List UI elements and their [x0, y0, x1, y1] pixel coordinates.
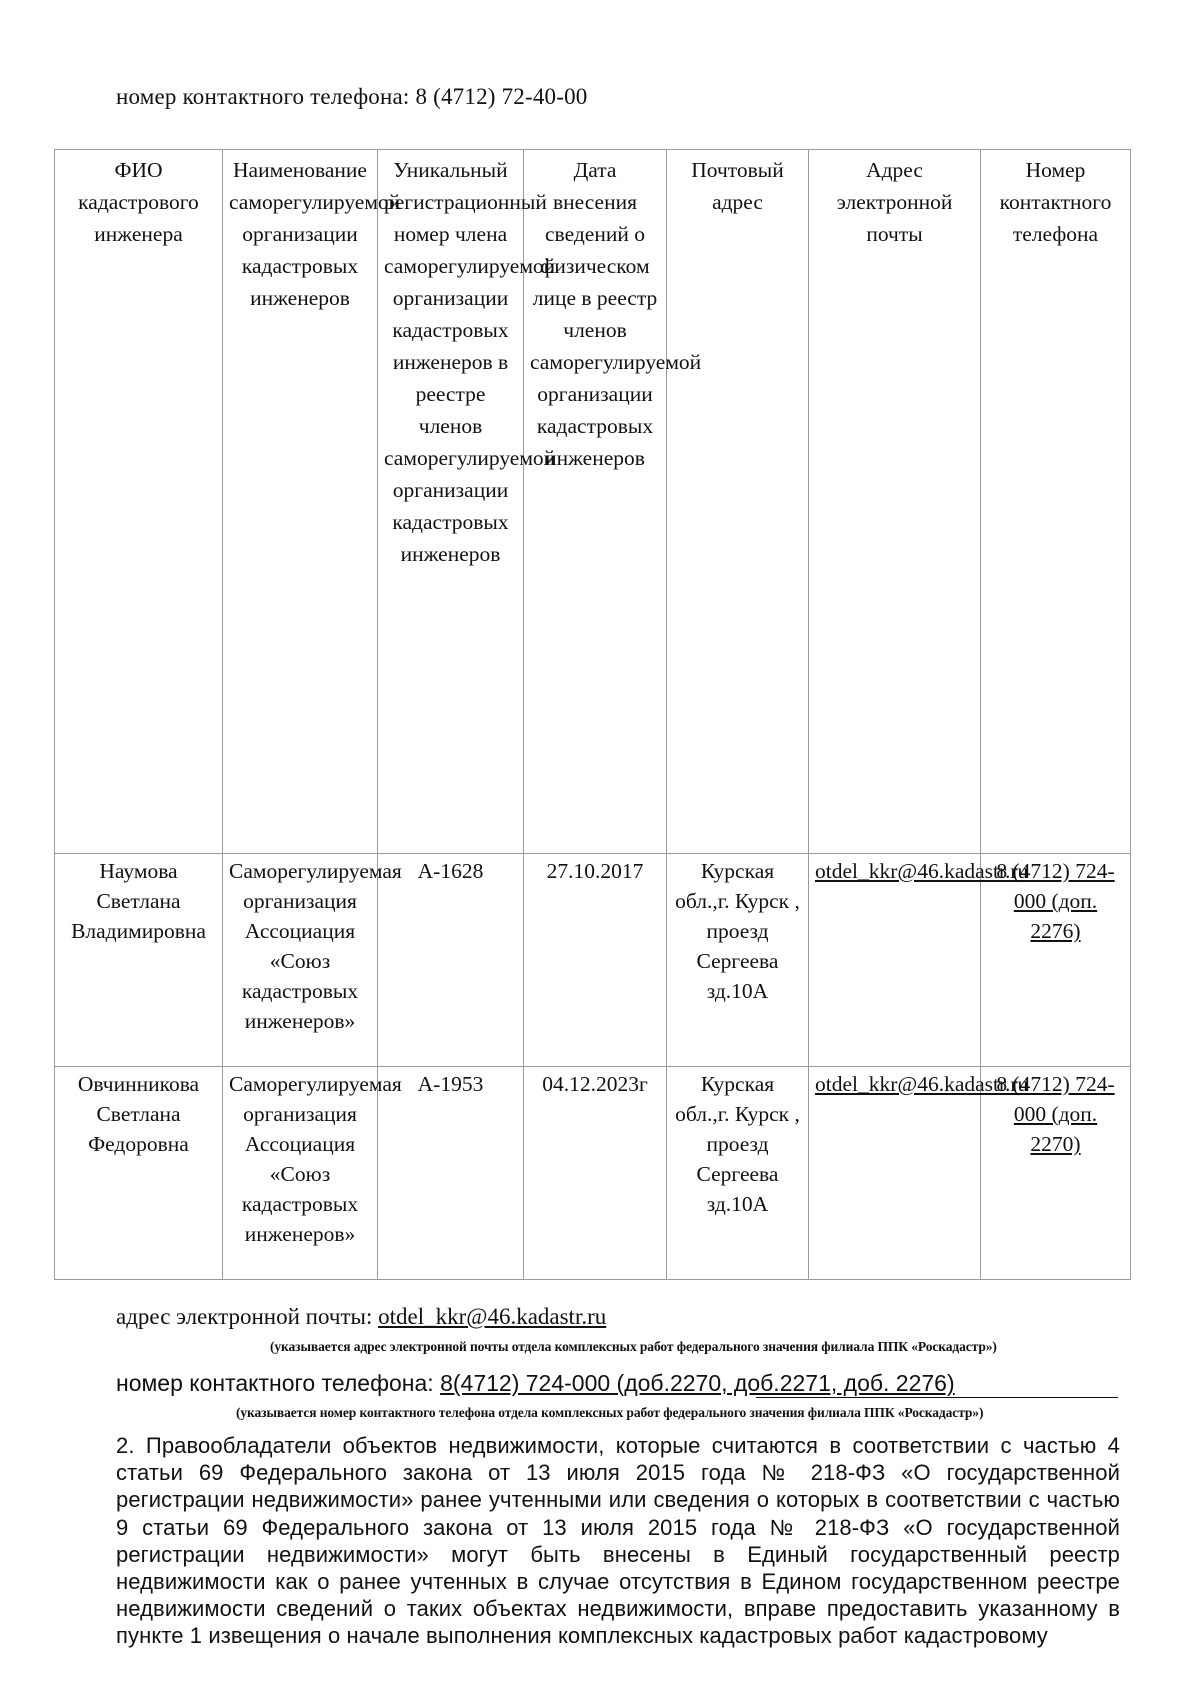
- cell-sro-name: Саморегулируемая организация Ассоциация «Союз кадастровых инженеров»: [223, 1067, 378, 1280]
- table-header-row: [55, 150, 1131, 854]
- cell-reg-number: А-1628: [378, 854, 524, 1067]
- contact-email-link[interactable]: otdel_kkr@46.kadastr.ru: [378, 1304, 607, 1329]
- cell-postal-address: Курская обл.,г. Курск , проезд Сергеева зд.10А: [667, 1067, 809, 1280]
- cell-fio: Овчинникова Светлана Федоровна: [55, 1067, 223, 1280]
- header-reg-number: Уникальный регистрационный номер члена саморегулируемой организации кадастровых инженеров в реестре членов саморегулируемой организации кадастровых инженеров: [378, 150, 524, 854]
- body-paragraph: 2. Правообладатели объектов недвижимости, которые считаются в соответствии с частью 4 статьи 69 Федерального закона от 13 июля 2015 года № 218-ФЗ «О государственной регистрации недвижимости» ранее учтенными или сведения о которых в соответствии с частью 9 статьи 69 Федерального закона от 13 июля 2015 года № 218-ФЗ «О государственной регистрации недвижимости» могут быть внесены в Единый государственный реестр недвижимости как о ранее учтенных в случае отсутствия в Едином государственном реестре недвижимости сведений о таких объектах недвижимости, вправе предоставить указанному в пункте 1 извещения о начале выполнения комплексных кадастровых работ кадастровому: [116, 1433, 1120, 1649]
- email-link[interactable]: otdel_kkr@46.kadastr.ru: [815, 859, 1029, 883]
- phone-link[interactable]: 8 (4712) 724-000 (доп. 2276): [996, 859, 1115, 943]
- header-entry-date: Дата внесения сведений о физическом лице в реестр членов саморегулируемой организации кадастровых инженеров: [524, 150, 667, 854]
- cell-sro-name: Саморегулируемая организация Ассоциация «Союз кадастровых инженеров»: [223, 854, 378, 1067]
- contact-email-label: адрес электронной почты:: [116, 1304, 379, 1329]
- cadastral-engineers-table: [54, 149, 1131, 1280]
- table-row: [55, 1067, 1131, 1280]
- cell-postal-address: Курская обл.,г. Курск , проезд Сергеева зд.10А: [667, 854, 809, 1067]
- header-phone: Номер контактного телефона: [981, 150, 1131, 854]
- cell-reg-number: А-1953: [378, 1067, 524, 1280]
- cell-entry-date: 04.12.2023г: [524, 1067, 667, 1280]
- contact-email-note: (указывается адрес электронной почты отдела комплексных работ федерального значения филиала ППК «Роскадастр»): [270, 1339, 997, 1354]
- cell-phone: [981, 854, 1131, 1067]
- header-fio: ФИО кадастрового инженера: [55, 150, 223, 854]
- cell-email: [809, 1067, 1029, 1280]
- contact-phone-value[interactable]: 8(4712) 724-000 (доб.2270, доб.2271, доб. 2276): [440, 1370, 955, 1396]
- header-sro-name: Наименование саморегулируемой организации кадастровых инженеров: [223, 150, 378, 854]
- email-link[interactable]: otdel_kkr@46.kadastr.ru: [815, 1072, 1029, 1096]
- contact-email-line: [116, 1304, 606, 1330]
- contact-phone-note: (указывается номер контактного телефона отдела комплексных работ федерального значения филиала ППК «Роскадастр»): [236, 1405, 984, 1420]
- cell-fio: Наумова Светлана Владимировна: [55, 854, 223, 1067]
- header-postal-address: Почтовый адрес: [667, 150, 809, 854]
- contact-phone-line: [116, 1370, 1118, 1397]
- header-email: Адрес электронной почты: [809, 150, 981, 854]
- fill-underline: [756, 1397, 1118, 1398]
- contact-phone-label: номер контактного телефона:: [116, 1370, 441, 1396]
- cell-phone: [981, 1067, 1131, 1280]
- cell-entry-date: 27.10.2017: [524, 854, 667, 1067]
- top-phone-line: номер контактного телефона: 8 (4712) 72-40-00: [116, 84, 588, 109]
- cell-email: [809, 854, 1029, 1067]
- table-row: [55, 854, 1131, 1067]
- phone-link[interactable]: 8 (4712) 724-000 (доп. 2270): [996, 1072, 1115, 1156]
